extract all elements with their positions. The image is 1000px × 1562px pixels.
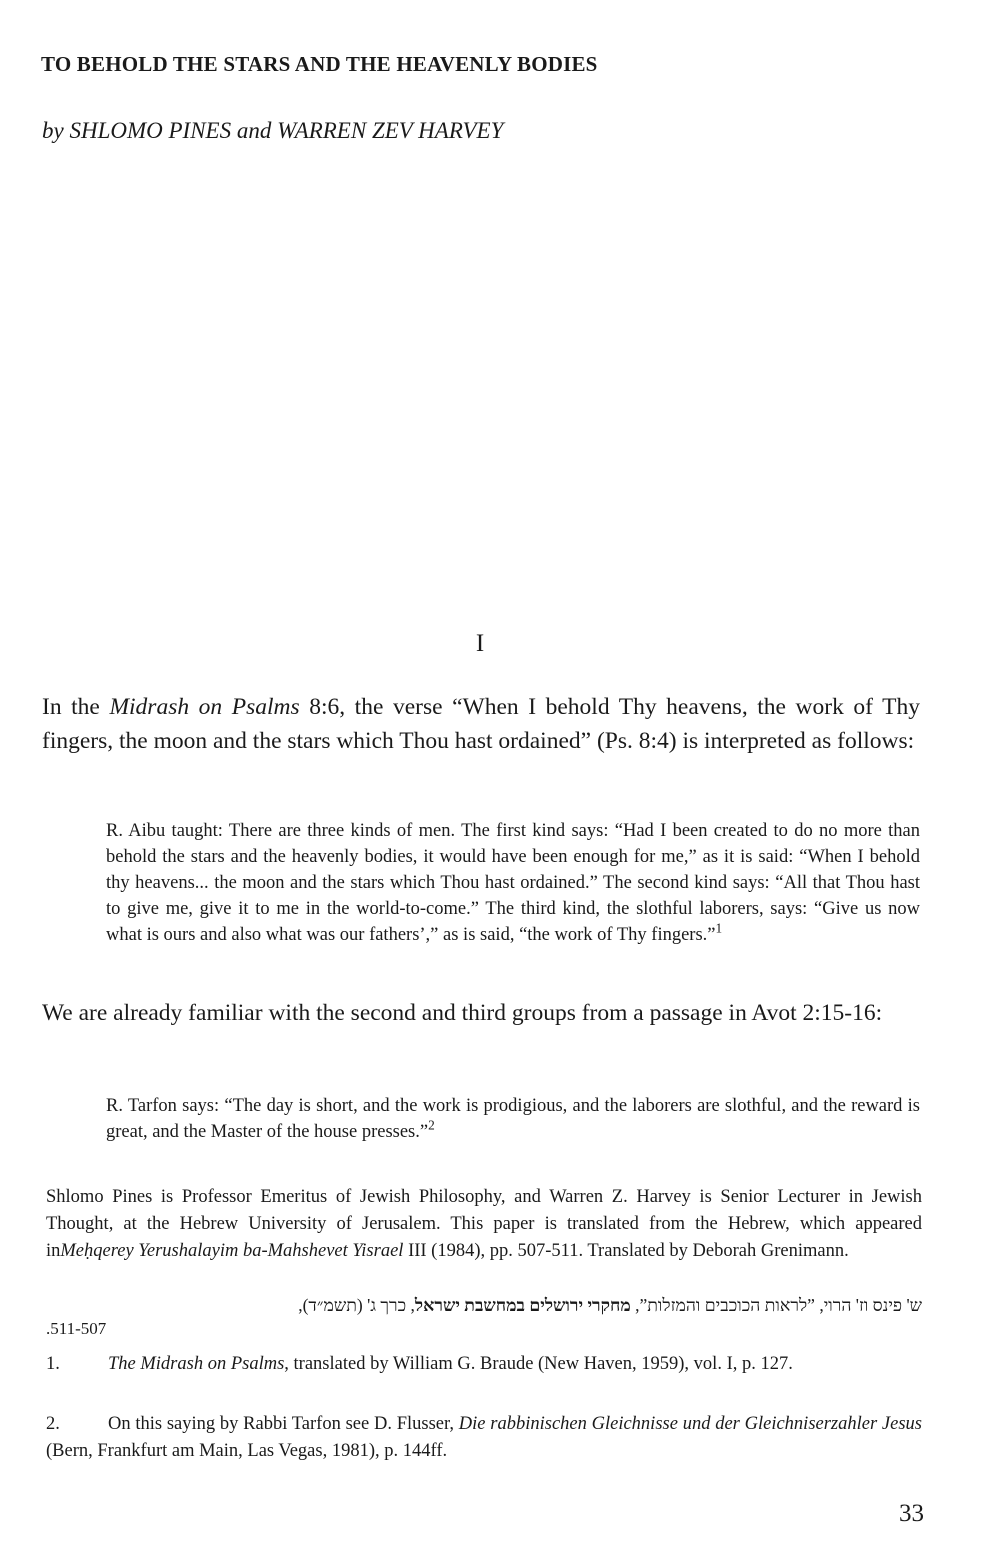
hebrew-citation xyxy=(46,1292,922,1319)
author-note-details: III (1984), pp. 507-511. Translated by Deborah Grenimann. xyxy=(403,1241,849,1261)
quote-aibu-text: R. Aibu taught: There are three kinds of men. The first kind says: “Had I been created to do no more than behold the stars and the heavenly bodies, it would have been enough for me,” as it is said: “When I behold thy heavens... the moon and the stars which Thou hast ordained.” The second kind says: “All that Thou hast to give me, give it to me in the world-to-come.” The third kind, the slothful laborers, says: “Give us now what is ours and also what was our fathers’,” as is said, “the work of Thy fingers.” xyxy=(106,821,920,945)
intro-paragraph xyxy=(42,690,920,758)
author-note-journal: Meḥqerey Yerushalayim ba-Mahshevet Yisrael xyxy=(60,1241,404,1261)
footnote-2-number: 2. xyxy=(46,1414,60,1434)
hebrew-article-title: ”לראות הכוכבים והמזלות”, xyxy=(630,1295,815,1315)
transition-paragraph: We are already familiar with the second and third groups from a passage in Avot 2:15-16: xyxy=(42,1000,883,1026)
intro-text-end: 8:6, the verse “When I behold Thy heavens, the work of Thy fingers, the moon and the stars which Thou hast ordained” (Ps. 8:4) is interpreted as follows: xyxy=(42,694,920,754)
quote-tarfon-text: R. Tarfon says: “The day is short, and the work is prodigious, and the laborers are slothful, and the reward is great, and the Master of the house presses.” xyxy=(106,1096,920,1142)
footnote-ref-1[interactable]: 1 xyxy=(715,920,723,936)
author-name-2: WARREN ZEV HARVEY xyxy=(277,118,504,143)
footnote-1 xyxy=(46,1351,922,1378)
author-byline xyxy=(42,118,942,144)
author-note xyxy=(46,1184,922,1265)
byline-prefix: by xyxy=(42,118,64,143)
block-quote-tarfon xyxy=(106,1093,920,1145)
footnote-1-work: The Midrash on Psalms xyxy=(108,1354,285,1374)
footnote-2 xyxy=(46,1411,922,1465)
article-title: TO BEHOLD THE STARS AND THE HEAVENLY BODIES xyxy=(41,52,598,76)
footnote-2-text-end: (Bern, Frankfurt am Main, Las Vegas, 1981), p. 144ff. xyxy=(46,1441,448,1461)
hebrew-authors: ש' פינס וז' הרוי, xyxy=(814,1295,922,1315)
footnote-1-number: 1. xyxy=(46,1354,60,1374)
footnote-2-text: On this saying by Rabbi Tarfon see D. Flusser, xyxy=(108,1414,459,1434)
byline-and: and xyxy=(236,118,272,143)
author-note-text: Shlomo Pines is Professor Emeritus of Jewish Philosophy, and Warren Z. Harvey is Senior Lecturer in Jewish Thought, at the Hebrew University of Jerusalem. This paper is translated from the Hebrew, which appeared in xyxy=(46,1187,922,1261)
footnote-1-text: , translated by William G. Braude (New Haven, 1959), vol. I, p. 127. xyxy=(284,1354,793,1374)
hebrew-volume: , כרך ג' (תשמ״ד), xyxy=(298,1295,415,1315)
footnote-ref-2[interactable]: 2 xyxy=(428,1117,435,1133)
author-name-1: SHLOMO PINES xyxy=(69,118,232,143)
page-number: 33 xyxy=(899,1500,924,1527)
intro-text-start: In the xyxy=(42,694,110,720)
section-number: I xyxy=(475,630,485,657)
intro-work-title: Midrash on Psalms xyxy=(109,694,300,720)
hebrew-pages: .511-507 xyxy=(46,1319,107,1338)
footnote-2-work: Die rabbinischen Gleichnisse und der Gleichniserzahler Jesus xyxy=(458,1414,923,1434)
block-quote-aibu xyxy=(106,818,920,948)
hebrew-journal-title: מחקרי ירושלים במחשבת ישראל xyxy=(414,1295,631,1315)
